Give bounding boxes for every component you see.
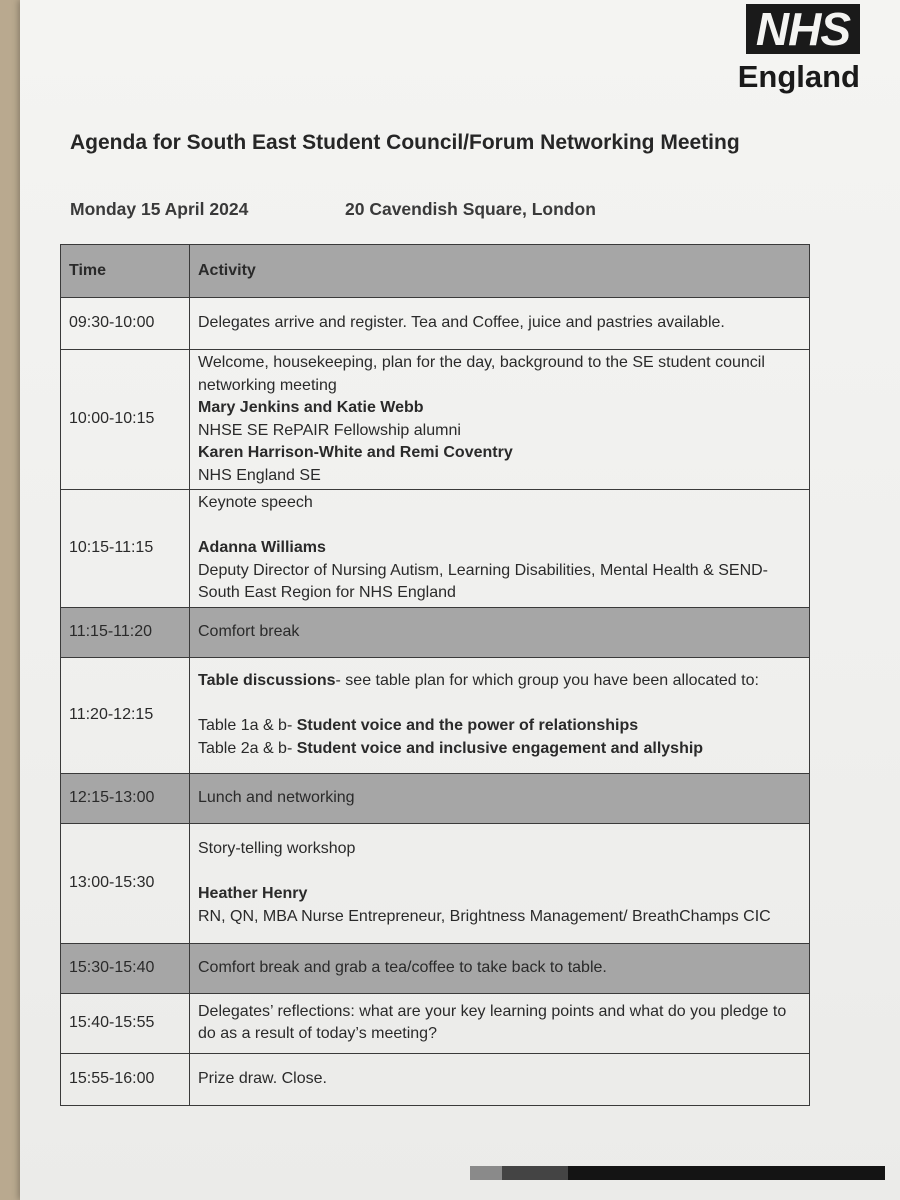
row-time: 11:20-12:15	[61, 657, 190, 773]
row-time: 13:00-15:30	[61, 823, 190, 943]
row-time: 15:30-15:40	[61, 943, 190, 993]
page-title: Agenda for South East Student Council/Forum Networking Meeting	[70, 131, 740, 154]
activity-line: Heather Henry	[198, 885, 308, 902]
row-activity	[190, 823, 810, 943]
activity-line: Deputy Director of Nursing Autism, Learning Disabilities, Mental Health & SEND- South East Region for NHS England	[198, 561, 769, 601]
agenda-row	[61, 823, 810, 943]
logo-org-name: England	[737, 59, 860, 94]
row-activity	[190, 773, 810, 823]
agenda-table	[60, 244, 810, 1106]
activity-line: RN, QN, MBA Nurse Entrepreneur, Brightness Management/ BreathChamps CIC	[198, 907, 771, 925]
activity-column-header: Activity	[190, 245, 810, 298]
activity-line: Comfort break and grab a tea/coffee to take back to table.	[198, 958, 607, 976]
activity-line: NHS England SE	[198, 466, 321, 484]
activity-line: Mary Jenkins and Katie Webb	[198, 399, 424, 416]
row-time: 11:15-11:20	[61, 607, 190, 657]
activity-line: Keynote speech	[198, 494, 313, 511]
row-activity	[190, 1053, 810, 1105]
activity-line: Story-telling workshop	[198, 840, 356, 857]
scan-bar-mid	[502, 1166, 568, 1180]
activity-line: Lunch and networking	[198, 788, 355, 806]
activity-text: - see table plan for which group you have been allocated to:	[335, 672, 759, 689]
agenda-header-row	[61, 245, 810, 298]
activity-line: Welcome, housekeeping, plan for the day, background to the SE student council networking meeting	[198, 354, 765, 394]
agenda-row	[61, 607, 810, 657]
row-time: 10:15-11:15	[61, 490, 190, 608]
activity-emphasis: Student voice and the power of relationships	[296, 717, 639, 734]
agenda-body	[61, 298, 810, 1106]
activity-emphasis: Student voice and inclusive engagement and allyship	[296, 739, 704, 757]
time-column-header: Time	[61, 245, 190, 298]
activity-text: Table 1a & b-	[198, 717, 297, 734]
meeting-date: Monday 15 April 2024	[70, 199, 249, 219]
row-time: 15:40-15:55	[61, 993, 190, 1053]
row-activity	[190, 298, 810, 350]
nhs-logo-mark: NHS	[746, 4, 860, 54]
agenda-row	[61, 350, 810, 490]
activity-line: Delegates arrive and register. Tea and Coffee, juice and pastries available.	[198, 314, 725, 332]
agenda-row	[61, 490, 810, 608]
activity-line: Delegates’ reflections: what are your key learning points and what do you pledge to do as a result of today’s meeting?	[198, 1002, 787, 1042]
meeting-venue: 20 Cavendish Square, London	[345, 199, 596, 219]
agenda-row	[61, 993, 810, 1053]
agenda-row	[61, 943, 810, 993]
row-activity	[190, 657, 810, 773]
row-activity	[190, 943, 810, 993]
nhs-england-logo	[710, 4, 860, 94]
agenda-row	[61, 773, 810, 823]
scan-bar-light	[470, 1166, 502, 1180]
activity-text: Table 2a & b-	[198, 739, 297, 757]
activity-line	[198, 861, 801, 884]
agenda-row	[61, 657, 810, 773]
agenda-row	[61, 1053, 810, 1105]
row-activity	[190, 350, 810, 490]
agenda-row	[61, 298, 810, 350]
activity-line	[198, 670, 801, 693]
activity-line: Adanna Williams	[198, 539, 326, 556]
row-time: 09:30-10:00	[61, 298, 190, 350]
scan-bar-dark	[568, 1166, 885, 1180]
activity-line: Karen Harrison-White and Remi Coventry	[198, 444, 513, 461]
row-time: 12:15-13:00	[61, 773, 190, 823]
activity-line: Prize draw. Close.	[198, 1069, 327, 1087]
activity-line: NHSE SE RePAIR Fellowship alumni	[198, 421, 461, 439]
activity-line	[198, 693, 801, 716]
activity-line: Comfort break	[198, 622, 300, 640]
row-activity	[190, 607, 810, 657]
row-activity	[190, 993, 810, 1053]
activity-line	[198, 715, 801, 738]
row-activity	[190, 490, 810, 608]
row-time: 10:00-10:15	[61, 350, 190, 490]
row-time: 15:55-16:00	[61, 1053, 190, 1105]
activity-line	[198, 515, 801, 538]
activity-emphasis: Table discussions	[198, 672, 336, 689]
activity-line	[198, 738, 801, 761]
